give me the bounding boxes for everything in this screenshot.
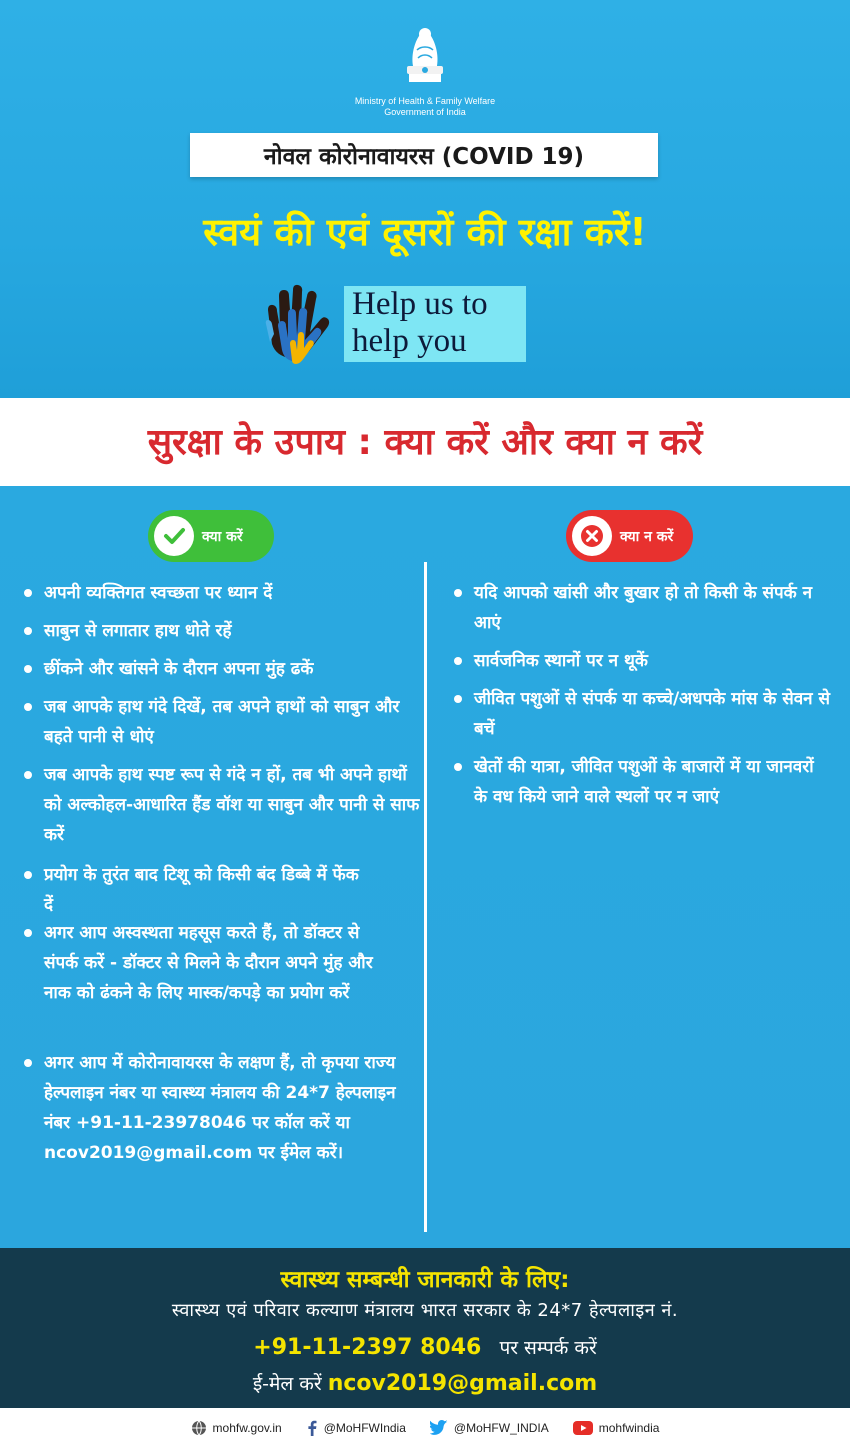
email-prefix: ई-मेल करें: [252, 1373, 322, 1395]
dos-donts-panel: [0, 486, 850, 1248]
national-emblem-icon: [401, 20, 449, 88]
cross-icon: [572, 516, 612, 556]
social-links: [0, 1408, 850, 1447]
covid-title: नोवल कोरोनावायरस (COVID 19): [263, 144, 585, 170]
website-link[interactable]: [191, 1420, 282, 1436]
list-item: जब आपके हाथ गंदे दिखें, तब अपने हाथों को साबुन और बहते पानी से धोएं: [22, 692, 422, 752]
list-item: प्रयोग के तुरंत बाद टिशू को किसी बंद डिब्बे में फेंक दें: [22, 860, 362, 920]
safety-title: सुरक्षा के उपाय : क्या करें और क्या न करें: [147, 422, 703, 463]
globe-icon: [191, 1420, 207, 1436]
help-us-box: [344, 286, 526, 362]
youtube-text: mohfwindia: [598, 1420, 660, 1435]
list-item: अगर आप अस्वस्थता महसूस करते हैं, तो डॉक्टर से संपर्क करें - डॉक्टर से मिलने के दौरान अपने मुंह और नाक को ढंकने के लिए मास्क/कपड़े का प्रयोग करें: [22, 918, 382, 1008]
phone-suffix: पर सम्पर्क करें: [499, 1337, 597, 1359]
helpline-email[interactable]: ncov2019@gmail.com: [327, 1371, 598, 1396]
footer-title: स्वास्थ्य सम्बन्धी जानकारी के लिए:: [280, 1267, 570, 1293]
twitter-icon: [430, 1420, 448, 1435]
twitter-text: @MoHFW_INDIA: [453, 1420, 549, 1435]
dos-label: क्या करें: [202, 528, 243, 545]
list-item: यदि आपको खांसी और बुखार हो तो किसी के संपर्क न आएं: [452, 578, 832, 638]
list-item: अगर आप में कोरोनावायरस के लक्षण हैं, तो कृपया राज्य हेल्पलाइन नंबर या स्वास्थ्य मंत्रालय की 24*7 हेल्पलाइन नंबर +91-11-23978046 पर कॉल करें या ncov2019@gmail.com पर ईमेल करें।: [22, 1048, 402, 1168]
header-section: [0, 0, 850, 398]
helping-hands-icon: [262, 284, 336, 366]
covid-title-box: [190, 133, 658, 177]
help-line2: help you: [352, 323, 467, 359]
list-item: छींकने और खांसने के दौरान अपना मुंह ढकें: [22, 654, 422, 684]
list-item: साबुन से लगातार हाथ धोते रहें: [22, 616, 422, 646]
website-text: mohfw.gov.in: [212, 1420, 282, 1435]
list-item: जीवित पशुओं से संपर्क या कच्चे/अधपके मांस के सेवन से बचें: [452, 684, 832, 744]
youtube-icon: [573, 1421, 593, 1435]
footer-helpline-text: स्वास्थ्य एवं परिवार कल्याण मंत्रालय भारत सरकार के 24*7 हेल्पलाइन नं.: [171, 1300, 679, 1321]
list-item: अपनी व्यक्तिगत स्वच्छता पर ध्यान दें: [22, 578, 422, 608]
help-line1: Help us to: [352, 286, 488, 322]
helpline-number[interactable]: +91-11-2397 8046: [253, 1335, 482, 1360]
donts-label: क्या न करें: [620, 528, 674, 545]
donts-badge: [566, 510, 693, 562]
dos-badge: [148, 510, 274, 562]
safety-band: [0, 398, 850, 486]
facebook-icon: [306, 1420, 318, 1436]
list-item: खेतों की यात्रा, जीवित पशुओं के बाजारों में या जानवरों के वध किये जाने वाले स्थलों पर न जाएं: [452, 752, 822, 812]
footer-email-line: [0, 1370, 850, 1396]
list-item: जब आपके हाथ स्पष्ट रूप से गंदे न हों, तब भी अपने हाथों को अल्कोहल-आधारित हैंड वॉश या साबुन और पानी से साफ करें: [22, 760, 422, 850]
youtube-link[interactable]: [573, 1421, 660, 1435]
facebook-text: @MoHFWIndia: [323, 1420, 406, 1435]
ministry-line1: Ministry of Health & Family Welfare: [354, 96, 496, 106]
helpline-footer: [0, 1248, 850, 1408]
ministry-name: [300, 96, 550, 118]
check-icon: [154, 516, 194, 556]
twitter-link[interactable]: [430, 1420, 549, 1435]
list-item: सार्वजनिक स्थानों पर न थूकें: [452, 646, 832, 676]
ministry-line2: Government of India: [384, 107, 466, 117]
footer-phone-line: [0, 1334, 850, 1360]
headline: स्वयं की एवं दूसरों की रक्षा करें!: [203, 210, 647, 254]
column-divider: [424, 562, 427, 1232]
facebook-link[interactable]: [306, 1420, 406, 1436]
